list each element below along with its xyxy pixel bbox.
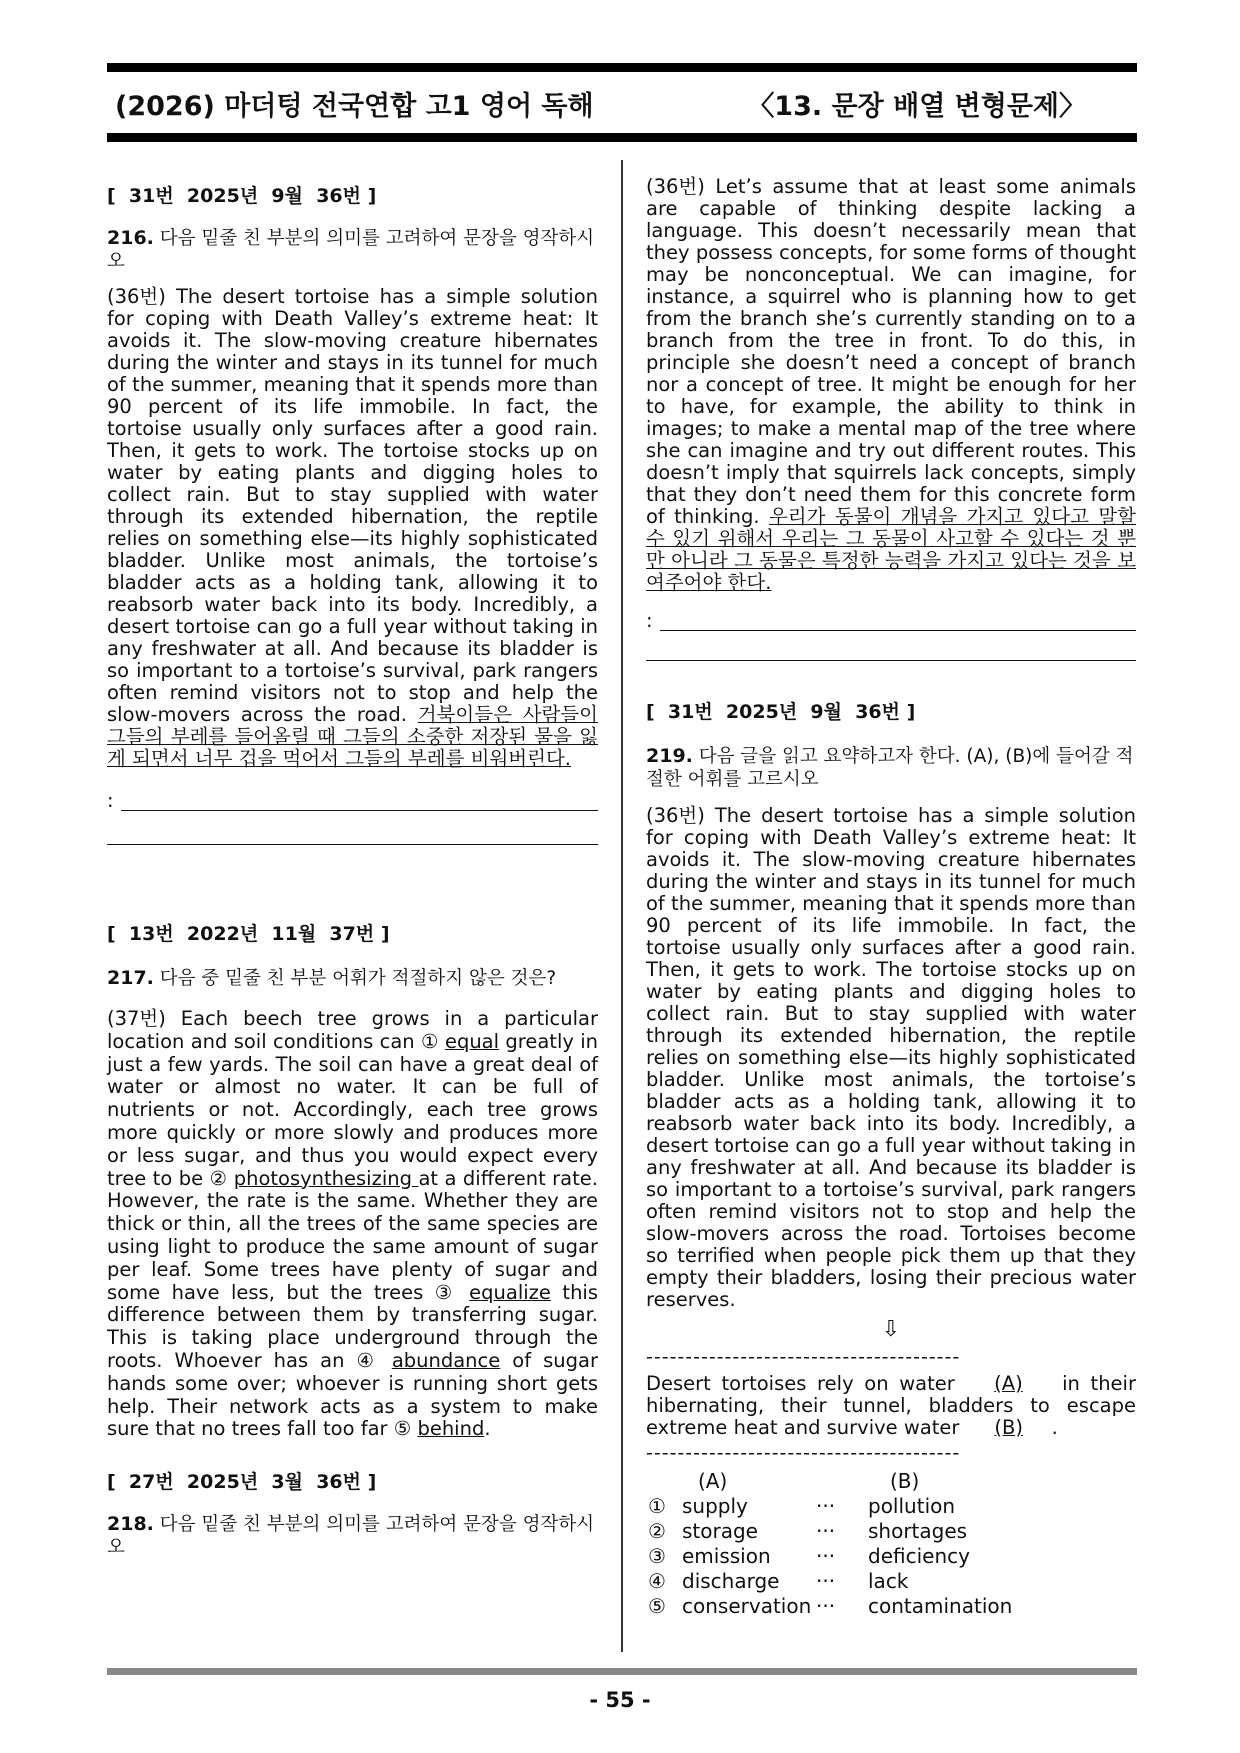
q217-underlined-5: behind xyxy=(417,1417,485,1441)
choice-separator: ··· xyxy=(816,1594,836,1618)
q217-text-4: this difference between them by transferring sugar. This is taking place underground through the roots. Whoever has an xyxy=(107,1280,599,1372)
q216-korean-underline: 거북이들은 사람들이 그들의 부레를 들어올릴 때 그들의 소중한 저장된 물을 잃게 되면서 너무 겁을 먹어서 그들의 부레를 비워버린다. xyxy=(107,703,599,770)
choice-number: ① xyxy=(648,1494,666,1518)
q219-source: [ 31번 2025년 9월 36번 ] xyxy=(646,701,916,723)
q217-prompt-text: 다음 중 밑줄 친 부분 어휘가 적절하지 않은 것은? xyxy=(159,968,557,989)
q217-underlined-3: equalize xyxy=(469,1280,551,1304)
q217-underlined-4: abundance xyxy=(391,1348,501,1372)
choice-b: deficiency xyxy=(868,1544,970,1568)
column-divider xyxy=(621,160,623,1652)
q219-passage: (36번) The desert tortoise has a simple solution for coping with Death Valley’s extreme heat: It avoids it. The slow-moving creature hibernates during the winter and stays in its tunnel for much of the summer, meaning that it spends more than 90 percent of its life immobile. In fact, the tortoise usually only surfaces after a good rain. Then, it gets to work. The tortoise stocks up on water by eating plants and digging holes to collect rain. But to stay supplied with water through its extended hibernation, the reptile relies on something else—its highly sophisticated bladder. Unlike most animals, the tortoise’s bladder acts as a holding tank, allowing it to reabsorb water back into its body. Incredibly, a desert tortoise can go a full year without taking in any freshwater at all. And because its bladder is so important to a tortoise’s survival, park rangers often remind visitors not to stop and help the slow-movers across the road. Tortoises become so terrified when people pick them up that they empty their bladders, losing their precious water reserves. xyxy=(646,804,1136,1311)
summary-top-dashes: ---------------------------------------- xyxy=(646,1347,961,1367)
choice-b: contamination xyxy=(868,1594,1013,1618)
q218-answer-line[interactable] xyxy=(646,610,1136,634)
choices-header xyxy=(646,1469,1136,1494)
q216-number: 216. xyxy=(107,227,154,249)
blank-b: (B) xyxy=(994,1416,1023,1439)
q216-prompt-text: 다음 밑줄 친 부분의 의미를 고려하여 문장을 영작하시오 xyxy=(107,228,595,272)
q217-marker-4: ④ xyxy=(356,1348,380,1372)
q219-summary-text-2: in their hibernating, their tunnel, bladders to escape extreme heat and survive water xyxy=(646,1372,1136,1439)
choice-number: ② xyxy=(648,1519,666,1543)
choices-header-a: (A) xyxy=(698,1469,728,1493)
q219-number: 219. xyxy=(646,745,693,767)
page-number: - 55 - xyxy=(589,1688,651,1712)
q216-passage-text: (36번) The desert tortoise has a simple solution for coping with Death Valley’s extreme heat: It avoids it. The slow-moving creature hibernates during the winter and stays in its tunnel for much of the summer, meaning that it spends more than 90 percent of its life immobile. In fact, the tortoise usually only surfaces after a good rain. Then, it gets to work. The tortoise stocks up on water by eating plants and digging holes to collect rain. But to stay supplied with water through its extended hibernation, the reptile relies on something else—its highly sophisticated bladder. Unlike most animals, the tortoise’s bladder acts as a holding tank, allowing it to reabsorb water back into its body. Incredibly, a desert tortoise can go a full year without taking in any freshwater at all. And because its bladder is so important to a tortoise’s survival, park rangers often remind visitors not to stop and help the slow-movers across the road. xyxy=(107,285,598,726)
q217-underlined-1: equal xyxy=(444,1029,500,1053)
q217-prompt xyxy=(107,967,598,990)
choice-option[interactable] xyxy=(646,1519,1136,1544)
q218-answer-colon: : xyxy=(646,609,653,632)
down-arrow-icon: ⇩ xyxy=(881,1317,901,1342)
q217-text-3: at a different rate. However, the rate is the same. Whether they are thick or thin, all the trees of the same species are using light to produce the same amount of sugar per leaf. Some trees have plenty of sugar and some have less, but the trees xyxy=(107,1166,598,1304)
choices-header-b: (B) xyxy=(890,1469,920,1493)
choice-option[interactable] xyxy=(646,1494,1136,1519)
q219-summary xyxy=(646,1373,1136,1439)
choice-separator: ··· xyxy=(816,1544,836,1568)
choice-a: storage xyxy=(682,1519,758,1543)
left-column xyxy=(107,185,598,1559)
q216-answer-line[interactable] xyxy=(107,790,598,814)
q216-passage xyxy=(107,286,598,770)
q219-summary-text-3: . xyxy=(1051,1416,1058,1439)
header-section: 〈13. 문장 배열 변형문제〉 xyxy=(747,91,1086,122)
q216-answer-underline xyxy=(121,810,598,811)
q218-number: 218. xyxy=(107,1513,154,1536)
choice-option[interactable] xyxy=(646,1544,1136,1569)
right-column xyxy=(646,176,1136,1619)
choice-a: discharge xyxy=(682,1569,780,1593)
choice-option[interactable] xyxy=(646,1569,1136,1594)
q217-source: [ 13번 2022년 11월 37번 ] xyxy=(107,923,390,945)
q218-answer-underline xyxy=(660,630,1136,631)
choice-separator: ··· xyxy=(816,1569,836,1593)
q217-marker-1: ① xyxy=(420,1029,439,1053)
q217-marker-2: ② xyxy=(209,1166,228,1190)
header-title: (2026) 마더텅 전국연합 고1 영어 독해 xyxy=(115,91,594,122)
choice-number: ④ xyxy=(648,1569,666,1593)
q216-answer-colon: : xyxy=(107,789,114,812)
q217-text-2: greatly in just a few yards. The soil can have a great deal of water or almost no water. It can be full of nutrients or not. Accordingly, each tree grows more quickly or more slowly and produces more or less sugar, and thus you would expect every tree to be xyxy=(107,1029,599,1190)
q217-marker-3: ③ xyxy=(434,1280,458,1304)
q216-prompt xyxy=(107,227,598,273)
header-bottom-rule xyxy=(107,133,1137,142)
choice-a: emission xyxy=(682,1544,771,1568)
header-top-rule xyxy=(107,63,1137,72)
q219-choices xyxy=(646,1469,1136,1619)
q219-prompt-text: 다음 글을 읽고 요약하고자 한다. (A), (B)에 들어갈 적절한 어휘를 고르시오 xyxy=(646,746,1134,790)
choice-a: conservation xyxy=(682,1594,812,1618)
blank-a: (A) xyxy=(994,1372,1023,1395)
choice-a: supply xyxy=(682,1494,748,1518)
q219-prompt xyxy=(646,745,1136,791)
choice-number: ⑤ xyxy=(648,1594,666,1618)
q216-source: [ 31번 2025년 9월 36번 ] xyxy=(107,185,377,207)
choice-option[interactable] xyxy=(646,1594,1136,1619)
choice-separator: ··· xyxy=(816,1494,836,1518)
q219-summary-text-1: Desert tortoises rely on water xyxy=(646,1372,966,1395)
q218-prompt xyxy=(107,1513,598,1559)
choice-b: pollution xyxy=(868,1494,956,1518)
q218-passage-text: (36번) Let’s assume that at least some animals are capable of thinking despite lacking a language. This doesn’t necessarily mean that they possess concepts, for some forms of thought may be nonconceptual. We can imagine, for instance, a squirrel who is planning how to get from the branch she’s currently standing on to a branch from the tree in front. To do this, in principle she doesn’t need a concept of branch nor a concept of tree. It might be enough for her to have, for example, the ability to think in images; to make a mental map of the tree where she can imagine and try out different routes. This doesn’t imply that squirrels lack concepts, simply that they don’t need them for this concrete form of thinking. xyxy=(646,175,1136,528)
q218-korean-underline: 우리가 동물이 개념을 가지고 있다고 말할 수 있기 위해서 우리는 그 동물이 사고할 수 있다는 것 뿐만 아니라 그 동물은 특정한 능력을 가지고 있다는 것을 보여주어야 한다. xyxy=(646,505,1137,594)
q217-underlined-2: photosynthesizing xyxy=(233,1166,419,1190)
q217-text-1: (37번) Each beech tree grows in a particular location and soil conditions can xyxy=(107,1007,598,1053)
choice-separator: ··· xyxy=(816,1519,836,1543)
choice-number: ③ xyxy=(648,1544,666,1568)
q218-source: [ 27번 2025년 3월 36번 ] xyxy=(107,1471,377,1494)
q217-marker-5: ⑤ xyxy=(393,1417,412,1441)
q217-number: 217. xyxy=(107,967,154,989)
q218-passage xyxy=(646,176,1136,594)
q217-passage xyxy=(107,1008,598,1441)
summary-bottom-dashes: ---------------------------------------- xyxy=(646,1443,961,1463)
q217-text-5: of sugar hands some over; whoever is running short gets help. Their network acts as a system to make sure that no trees fall too far xyxy=(107,1348,598,1441)
q217-text-6: . xyxy=(484,1417,491,1441)
footer-rule xyxy=(107,1668,1137,1675)
choice-b: shortages xyxy=(868,1519,968,1543)
choice-b: lack xyxy=(868,1569,909,1593)
q218-prompt-text: 다음 밑줄 친 부분의 의미를 고려하여 문장을 영작하시오 xyxy=(107,1514,595,1559)
